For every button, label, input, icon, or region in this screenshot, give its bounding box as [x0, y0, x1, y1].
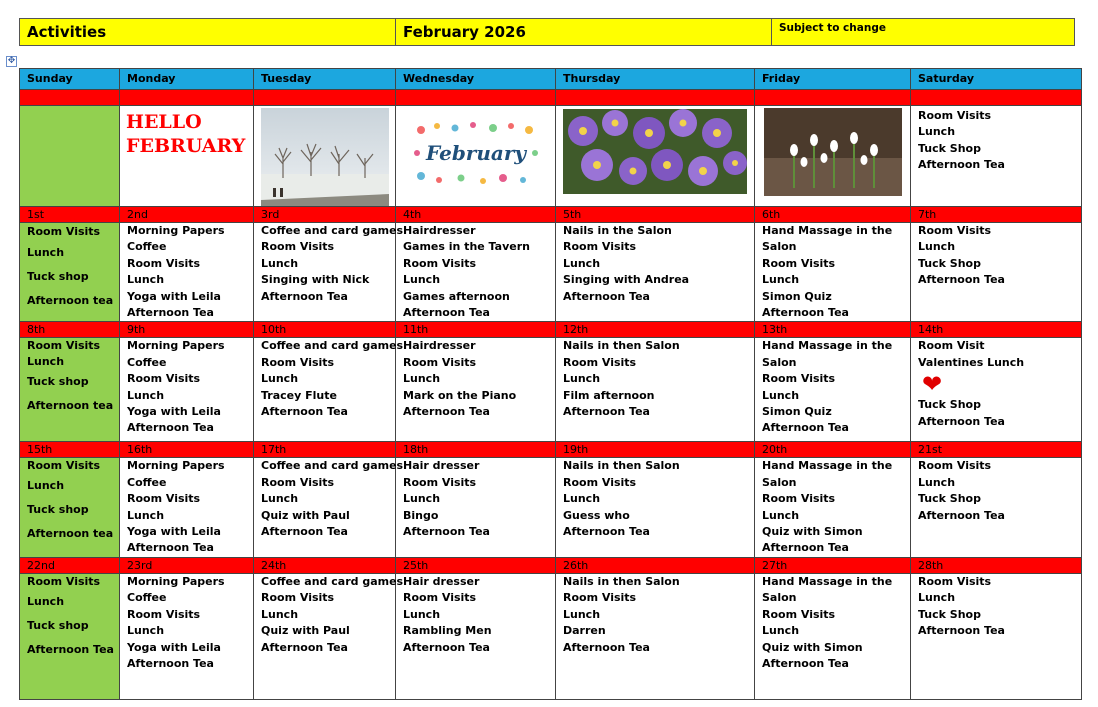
activity-item: Room Visits — [27, 574, 101, 588]
activity-item: Afternoon Tea — [918, 273, 1005, 287]
activity-item: Afternoon Tea — [918, 508, 1005, 522]
date-cell: 22nd — [20, 557, 120, 573]
day-activities — [396, 338, 556, 442]
activity-row — [20, 338, 1082, 442]
activity-item: Singing with Nick — [261, 273, 370, 287]
date-cell: 14th — [911, 322, 1082, 338]
activity-item: Quiz with Simon — [762, 640, 863, 654]
activity-item: Afternoon Tea — [403, 405, 490, 419]
day-activities — [556, 458, 755, 557]
activity-item: Lunch — [403, 492, 441, 506]
date-cell: 19th — [556, 442, 755, 458]
activity-item: Afternoon Tea — [403, 306, 490, 320]
activity-item: Lunch — [918, 240, 956, 254]
sunday-activities — [20, 458, 120, 557]
activity-item: Nails in then Salon — [563, 459, 680, 473]
activity-item: Lunch — [403, 273, 441, 287]
activity-item: Coffee and card games — [261, 224, 404, 237]
activity-item: Afternoon Tea — [918, 414, 1005, 428]
activity-item: Lunch — [762, 388, 800, 402]
activity-item: Room Visits — [403, 591, 477, 605]
activity-item: Afternoon Tea — [563, 289, 650, 303]
day-activities — [254, 338, 404, 442]
activity-item: Hair dresser — [403, 459, 480, 473]
date-row — [20, 322, 1082, 338]
day-header-row — [20, 69, 1082, 90]
activity-item: Coffee — [127, 355, 167, 369]
activity-item: Room Visits — [918, 574, 992, 588]
activity-item: Salon — [762, 355, 797, 369]
activity-item: Afternoon Tea — [261, 289, 348, 303]
day-activities — [120, 573, 254, 699]
activity-item: Lunch — [261, 372, 299, 386]
activity-item: Afternoon Tea — [762, 421, 849, 435]
activity-item: Lunch — [261, 492, 299, 506]
date-cell — [120, 90, 254, 106]
activity-item: Lunch — [127, 624, 165, 638]
february-banner-image-cell — [396, 106, 556, 207]
activity-item: Afternoon Tea — [563, 640, 650, 654]
date-cell: 9th — [120, 322, 254, 338]
activity-item: Film afternoon — [563, 388, 655, 402]
date-cell: 2nd — [120, 207, 254, 223]
activity-item: Coffee — [127, 591, 167, 605]
day-activities — [120, 223, 254, 322]
activity-item: Coffee and card games — [261, 574, 404, 588]
activity-item: Hairdresser — [403, 339, 476, 353]
activity-item: Morning Papers — [127, 224, 225, 237]
activity-item: Afternoon tea — [27, 399, 114, 413]
date-cell: 17th — [254, 442, 396, 458]
activity-item: Games afternoon — [403, 289, 510, 303]
winter-trees-image — [261, 108, 389, 206]
title-bar — [19, 18, 1075, 46]
activity-item: Salon — [762, 591, 797, 605]
activity-item: Darren — [563, 624, 606, 638]
date-cell: 6th — [755, 207, 911, 223]
activity-item: Lunch — [261, 256, 299, 270]
day-header-monday: Monday — [120, 69, 254, 90]
day-activities — [120, 458, 254, 557]
activity-item: Afternoon tea — [27, 527, 114, 541]
activity-item: Afternoon tea — [27, 294, 114, 307]
activity-item: Coffee — [127, 240, 167, 254]
date-cell: 8th — [20, 322, 120, 338]
activity-item: Room Visits — [918, 109, 992, 122]
activity-item: Afternoon Tea — [762, 306, 849, 320]
activity-item: Afternoon Tea — [127, 421, 214, 435]
day-activities — [755, 458, 911, 557]
day-activities — [911, 573, 1082, 699]
activity-item: Lunch — [918, 125, 956, 139]
activity-item: Afternoon Tea — [127, 656, 214, 670]
day-header-saturday: Saturday — [911, 69, 1082, 90]
snowdrops-image-cell — [755, 106, 911, 207]
activity-item: Room Visits — [563, 591, 637, 605]
activity-item: Yoga with Leila — [127, 640, 221, 654]
activity-item: Lunch — [27, 594, 65, 608]
date-row — [20, 207, 1082, 223]
activity-item: Room Visits — [762, 256, 836, 270]
activity-item: Lunch — [403, 607, 441, 621]
date-cell: 12th — [556, 322, 755, 338]
activity-item: Salon — [762, 475, 797, 489]
activity-item: Room Visits — [127, 492, 201, 506]
activity-item: Afternoon Tea — [127, 541, 214, 555]
activity-item: Room Visits — [403, 355, 477, 369]
activity-item: Hand Massage in the — [762, 339, 893, 353]
activity-item: Room Visits — [918, 459, 992, 473]
activity-row — [20, 458, 1082, 557]
day-activities — [755, 573, 911, 699]
sunday-activities — [20, 573, 120, 699]
date-cell: 4th — [396, 207, 556, 223]
date-cell: 3rd — [254, 207, 396, 223]
activity-item: Hair dresser — [403, 574, 480, 588]
saturday-first-cell — [911, 106, 1082, 207]
activity-item: Lunch — [127, 273, 165, 287]
activity-item: Afternoon Tea — [261, 640, 348, 654]
winter-trees-image-cell — [254, 106, 396, 207]
activity-item: Simon Quiz — [762, 405, 832, 419]
activity-item: Morning Papers — [127, 339, 225, 353]
date-cell: 7th — [911, 207, 1082, 223]
activity-item: Afternoon Tea — [403, 525, 490, 539]
day-activities — [254, 223, 404, 322]
activity-item: Afternoon Tea — [762, 656, 849, 670]
day-header-sunday: Sunday — [20, 69, 120, 90]
activity-item: Bingo — [403, 508, 439, 522]
activity-item: Room Visits — [27, 459, 101, 473]
date-cell: 15th — [20, 442, 120, 458]
activity-item: Tuck Shop — [918, 607, 981, 621]
activity-item: Hairdresser — [403, 224, 476, 237]
activity-item: Room Visits — [403, 256, 477, 270]
activity-item: Lunch — [918, 591, 956, 605]
date-cell — [396, 90, 556, 106]
activity-item: Valentines Lunch — [918, 355, 1025, 369]
activity-item: Room Visits — [261, 355, 335, 369]
activity-item: Lunch — [563, 372, 601, 386]
date-cell: 20th — [755, 442, 911, 458]
activity-item: Afternoon Tea — [563, 405, 650, 419]
day-activities — [396, 573, 556, 699]
day-activities — [911, 338, 1082, 442]
day-activities — [396, 458, 556, 557]
activity-item: Room Visits — [403, 475, 477, 489]
activity-item: Guess who — [563, 508, 630, 522]
activity-item: Salon — [762, 240, 797, 254]
activity-item: Afternoon Tea — [918, 158, 1005, 172]
date-cell: 28th — [911, 557, 1082, 573]
date-cell: 26th — [556, 557, 755, 573]
activity-item: Afternoon Tea — [261, 525, 348, 539]
table-move-handle-icon[interactable]: ✥ — [7, 56, 16, 66]
activity-item: Room Visits — [127, 607, 201, 621]
activity-item: Afternoon Tea — [403, 640, 490, 654]
date-cell: 1st — [20, 207, 120, 223]
date-cell: 25th — [396, 557, 556, 573]
activity-item: Yoga with Leila — [127, 405, 221, 419]
activity-item: Room Visits — [918, 224, 992, 237]
pansies-image-cell — [556, 106, 755, 207]
activity-item: Room Visit — [918, 339, 985, 353]
activity-item: Afternoon Tea — [261, 405, 348, 419]
activity-item: Tuck Shop — [918, 141, 981, 155]
activity-item: Yoga with Leila — [127, 289, 221, 303]
hello-february-cell — [120, 106, 254, 207]
day-header-wednesday: Wednesday — [396, 69, 556, 90]
activity-item: Room Visits — [762, 492, 836, 506]
activity-item: Hand Massage in the — [762, 574, 893, 588]
activity-item: Room Visits — [127, 372, 201, 386]
activity-item: Room Visits — [563, 355, 637, 369]
activity-item: Lunch — [762, 273, 800, 287]
day-activities — [556, 223, 755, 322]
sunday-blank-cell — [20, 106, 120, 207]
day-activities — [396, 223, 556, 322]
activity-item: Room Visits — [762, 607, 836, 621]
day-activities — [556, 573, 755, 699]
activity-item: Quiz with Paul — [261, 624, 350, 638]
activity-item: Tuck shop — [27, 375, 89, 389]
calendar-table — [19, 68, 1082, 700]
heart-icon: ❤ — [922, 370, 943, 399]
activity-item: Tuck shop — [27, 618, 89, 632]
activity-row — [20, 223, 1082, 322]
activity-item: Room Visits — [563, 240, 637, 254]
date-cell: 11th — [396, 322, 556, 338]
activity-item: Lunch — [918, 475, 956, 489]
date-cell: 21st — [911, 442, 1082, 458]
activity-item: Yoga with Leila — [127, 525, 221, 539]
activity-item: Quiz with Simon — [762, 525, 863, 539]
activity-item: Afternoon Tea — [918, 624, 1005, 638]
subject-to-change-note: Subject to change — [779, 22, 886, 34]
activity-item: Lunch — [762, 624, 800, 638]
activity-item: Tuck Shop — [918, 256, 981, 270]
activity-item: Coffee — [127, 475, 167, 489]
activity-item: Mark on the Piano — [403, 388, 517, 402]
date-cell: 18th — [396, 442, 556, 458]
activity-item: Nails in then Salon — [563, 339, 680, 353]
activity-item: Nails in the Salon — [563, 224, 672, 237]
date-row — [20, 557, 1082, 573]
date-cell — [254, 90, 396, 106]
date-cell: 5th — [556, 207, 755, 223]
activity-item: Tuck Shop — [918, 398, 981, 412]
image-row — [20, 106, 1082, 207]
activity-item: Room Visits — [762, 372, 836, 386]
day-activities — [911, 223, 1082, 322]
activity-item: Afternoon Tea — [563, 525, 650, 539]
day-activities — [755, 338, 911, 442]
activity-item: Lunch — [563, 492, 601, 506]
activity-item: Afternoon Tea — [27, 642, 114, 656]
activity-item: Simon Quiz — [762, 289, 832, 303]
hello-february-text: HELLO FEBRUARY — [126, 111, 246, 157]
activity-item: Nails in then Salon — [563, 574, 680, 588]
activity-item: Afternoon Tea — [762, 541, 849, 555]
date-row — [20, 442, 1082, 458]
activity-item: Lunch — [27, 246, 65, 259]
sunday-activities — [20, 223, 120, 322]
date-cell — [556, 90, 755, 106]
day-header-friday: Friday — [755, 69, 911, 90]
activity-item: Lunch — [762, 508, 800, 522]
day-activities — [911, 458, 1082, 557]
date-cell: 27th — [755, 557, 911, 573]
date-cell: 13th — [755, 322, 911, 338]
activity-item: Room Visits — [563, 475, 637, 489]
activity-item: Hand Massage in the — [762, 224, 893, 237]
date-cell: 24th — [254, 557, 396, 573]
activity-item: Singing with Andrea — [563, 273, 690, 287]
day-header-thursday: Thursday — [556, 69, 755, 90]
day-header-tuesday: Tuesday — [254, 69, 396, 90]
day-activities — [254, 573, 404, 699]
activity-item: Lunch — [127, 388, 165, 402]
activity-item: Room Visits — [27, 225, 101, 238]
activity-item: Games in the Tavern — [403, 240, 530, 254]
activity-item: Lunch — [563, 607, 601, 621]
date-cell: 23rd — [120, 557, 254, 573]
activity-row — [20, 573, 1082, 699]
activity-item: Lunch — [27, 355, 65, 369]
activity-item: Morning Papers — [127, 574, 225, 588]
sunday-activities — [20, 338, 120, 442]
activity-item: Room Visits — [261, 591, 335, 605]
date-cell — [755, 90, 911, 106]
day-activities — [556, 338, 755, 442]
february-banner-image — [411, 118, 541, 188]
activity-item: Room Visits — [127, 256, 201, 270]
title-month: February 2026 — [396, 19, 772, 45]
activity-item: Lunch — [403, 372, 441, 386]
activity-item: Room Visits — [261, 475, 335, 489]
pansies-image — [563, 109, 747, 194]
date-cell: 16th — [120, 442, 254, 458]
activity-item: Room Visits — [261, 240, 335, 254]
activity-item: Morning Papers — [127, 459, 225, 473]
date-cell — [911, 90, 1082, 106]
activity-item: Tuck shop — [27, 503, 89, 517]
activity-item: Tracey Flute — [261, 388, 337, 402]
february-banner-text: February — [425, 141, 526, 165]
activity-item: Tuck Shop — [918, 492, 981, 506]
activity-item: Lunch — [261, 607, 299, 621]
activity-item: Quiz with Paul — [261, 508, 350, 522]
day-activities — [120, 338, 254, 442]
activity-item: Hand Massage in the — [762, 459, 893, 473]
activity-item: Room Visits — [27, 339, 101, 353]
date-row-empty — [20, 90, 1082, 106]
activity-item: Lunch — [563, 256, 601, 270]
activity-item: Lunch — [127, 508, 165, 522]
activity-item: Coffee and card games — [261, 459, 404, 473]
snowdrops-image — [764, 108, 902, 196]
activity-item: Lunch — [27, 479, 65, 493]
activity-item: Coffee and card games — [261, 339, 404, 353]
activity-item: Tuck shop — [27, 270, 89, 283]
date-cell — [20, 90, 120, 106]
title-activities: Activities — [20, 19, 396, 45]
activity-item: Rambling Men — [403, 624, 492, 638]
day-activities — [254, 458, 404, 557]
date-cell: 10th — [254, 322, 396, 338]
activity-item: Afternoon Tea — [127, 306, 214, 320]
day-activities — [755, 223, 911, 322]
